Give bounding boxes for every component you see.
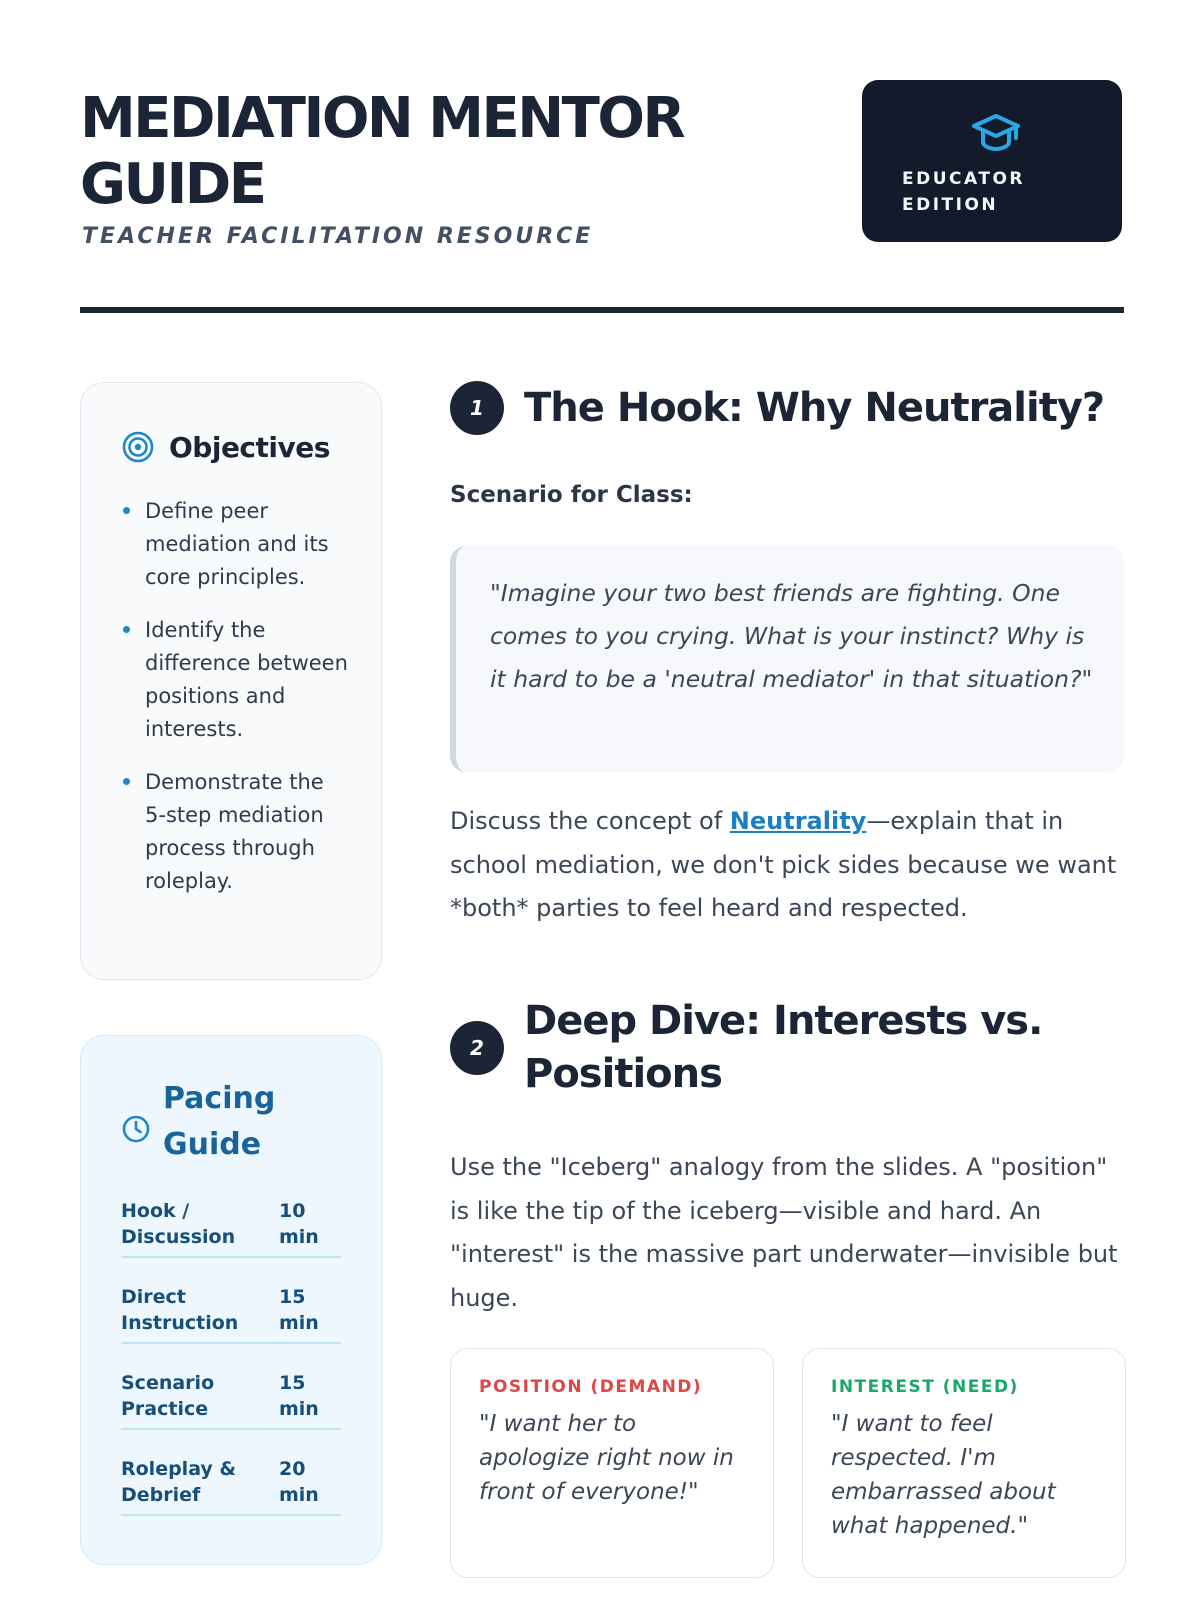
pacing-activity: Direct Instruction <box>121 1286 239 1334</box>
section-number-badge: 1 <box>450 381 504 435</box>
pacing-activity: Roleplay & Debrief <box>121 1458 237 1506</box>
objectives-header <box>121 427 330 467</box>
neutrality-link[interactable]: Neutrality <box>729 807 867 835</box>
table-row <box>121 1278 341 1344</box>
pacing-duration: 15 min <box>279 1372 319 1420</box>
position-label: POSITION (DEMAND) <box>479 1377 703 1397</box>
header-divider <box>80 307 1124 313</box>
objectives-card <box>80 382 382 980</box>
page-subtitle: TEACHER FACILITATION RESOURCE <box>82 224 594 249</box>
badge-label: EDUCATOR EDITION <box>902 169 1025 215</box>
interest-card <box>802 1348 1126 1578</box>
paragraph-text: Discuss the concept of <box>450 807 730 835</box>
target-icon <box>121 430 155 464</box>
pacing-header <box>121 1076 351 1176</box>
list-item: Define peer mediation and its core principles. <box>121 495 351 594</box>
position-quote: "I want her to apologize right now in front of everyone!" <box>479 1411 734 1505</box>
neutrality-paragraph <box>450 800 1130 931</box>
table-row <box>121 1364 341 1430</box>
position-card <box>450 1348 774 1578</box>
scenario-quote: "Imagine your two best friends are fighting. One comes to you crying. What is your instinct? Why is it hard to be a 'neutral mediator' in that situation?" <box>450 546 1124 772</box>
section-number-badge: 2 <box>450 1021 504 1075</box>
objectives-list <box>121 495 351 918</box>
pacing-duration: 15 min <box>279 1286 319 1334</box>
page-header <box>80 80 1120 310</box>
pacing-duration: 10 min <box>279 1200 319 1248</box>
page-title: MEDIATION MENTOR GUIDE <box>80 86 684 217</box>
list-item: Identify the difference between positions and interests. <box>121 614 351 746</box>
edition-badge <box>862 80 1122 242</box>
list-item: Demonstrate the 5-step mediation process through roleplay. <box>121 766 351 898</box>
paragraph-text: —explain that in school mediation, we don't pick sides because we want *both* parties to feel heard and respected. <box>450 807 1117 922</box>
pacing-duration: 20 min <box>279 1458 319 1506</box>
section-2-title: Deep Dive: Interests vs. Positions <box>524 998 1043 1097</box>
pacing-guide-card <box>80 1035 382 1565</box>
section-2-header <box>450 995 1084 1101</box>
pacing-table <box>121 1192 341 1536</box>
scenario-label: Scenario for Class: <box>450 482 693 508</box>
pacing-title: Pacing Guide <box>163 1081 276 1162</box>
clock-icon <box>121 1114 151 1144</box>
objectives-title: Objectives <box>169 430 330 464</box>
interest-quote: "I want to feel respected. I'm embarrassed about what happened." <box>831 1411 1056 1539</box>
section-1-header <box>450 381 1104 435</box>
interest-label: INTEREST (NEED) <box>831 1377 1019 1397</box>
table-row <box>121 1192 341 1258</box>
pacing-activity: Scenario Practice <box>121 1372 215 1420</box>
iceberg-paragraph: Use the "Iceberg" analogy from the slides. A "position" is like the tip of the iceberg—visible and hard. An "interest" is the massive part underwater—invisible but huge. <box>450 1153 1118 1312</box>
graduation-cap-icon <box>970 110 1022 154</box>
section-1-title: The Hook: Why Neutrality? <box>524 385 1105 431</box>
table-row <box>121 1450 341 1516</box>
pacing-activity: Hook / Discussion <box>121 1200 236 1248</box>
